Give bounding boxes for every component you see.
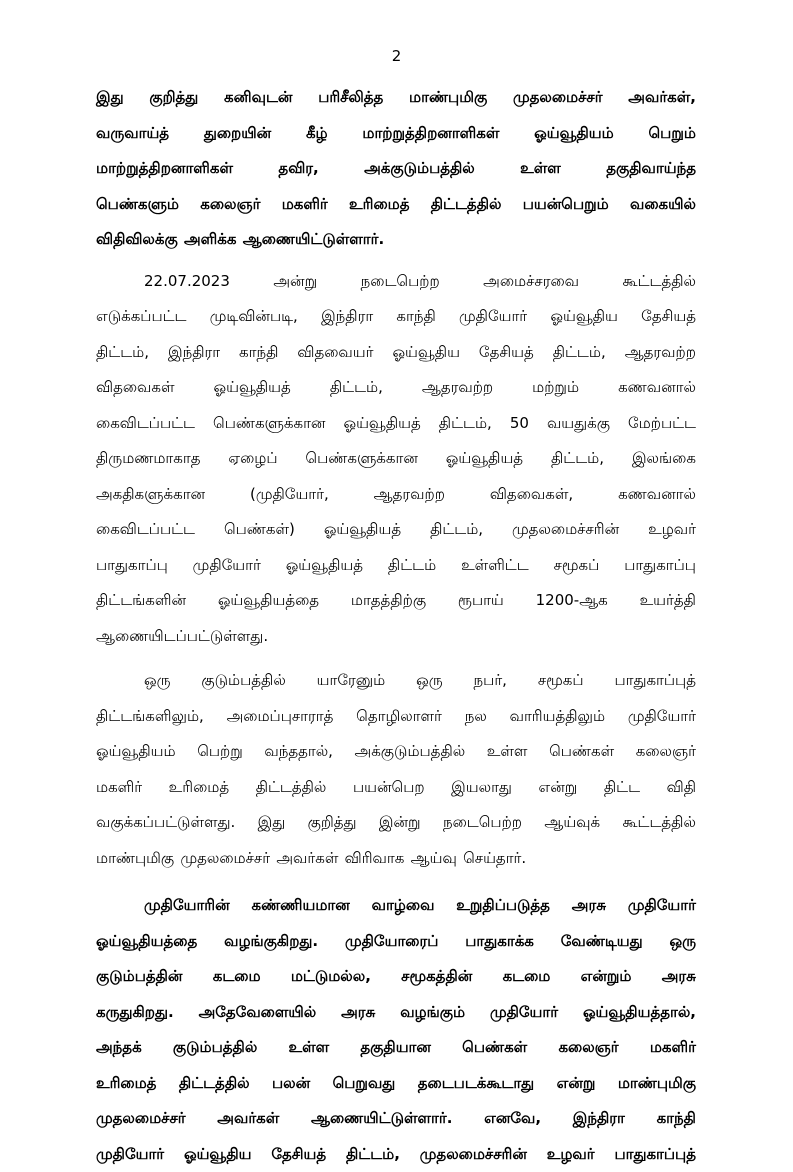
word: முதலமைச்சர் — [513, 80, 603, 116]
word: ஓய்வூதியத்தால், — [583, 995, 696, 1031]
word: மாற்றுத்திறனாளிகள் — [362, 116, 499, 152]
word: முதலமைச்சரின் — [420, 1137, 527, 1172]
word: அவர்கள் — [276, 841, 338, 877]
word: கைவிடப்பட்ட — [96, 406, 195, 442]
text-line — [96, 1137, 696, 1172]
word: அக்குடும்பத்தில் — [355, 734, 466, 770]
word: முதலமைச்சர் — [180, 841, 270, 877]
word: குடும்பத்தின் — [96, 959, 182, 995]
word: பாதுகாப்புத் — [614, 663, 696, 699]
word: எனவே, — [484, 1101, 541, 1137]
word: ஓய்வூதிய — [392, 335, 460, 371]
text-line — [96, 548, 696, 584]
text-line — [96, 1030, 696, 1066]
word: அரசு — [572, 888, 606, 924]
word: குடும்பத்தில் — [201, 663, 285, 699]
word: திட்டத்தில் — [431, 187, 502, 223]
word: குறித்து — [308, 805, 357, 841]
word: பெண்களுக்கான — [213, 406, 325, 442]
word: உயர்த்தி — [640, 583, 696, 619]
word: முதலமைச்சரின் — [512, 512, 619, 548]
word: பாதுகாப்பு — [624, 548, 696, 584]
word: அளிக்க — [184, 222, 236, 258]
word: ஆதரவற்ற — [374, 477, 445, 513]
text-line — [96, 222, 696, 258]
word: ஆணையிட்டுள்ளார். — [243, 222, 384, 258]
word: சமூகப் — [538, 663, 584, 699]
word: வகையில் — [630, 187, 696, 223]
word: பெறுவது — [333, 1066, 396, 1102]
word: பெறும் — [649, 116, 696, 152]
word: காந்தி — [239, 335, 278, 371]
word: ஓய்வூதிய — [550, 299, 618, 335]
word: திட்டம், — [346, 1137, 400, 1172]
paragraph-exemption-order — [96, 80, 696, 258]
word: என்று — [539, 770, 578, 806]
word: என்றும் — [581, 959, 632, 995]
word: வகுக்கப்பட்டுள்ளது. — [96, 805, 235, 841]
word: ரூபாய் — [458, 583, 504, 619]
word: வாரியத்திலும் — [510, 699, 605, 735]
word: பெண்கள் — [462, 1030, 527, 1066]
word: தேசியத் — [641, 299, 696, 335]
word: நபர், — [474, 663, 507, 699]
word: கனிவுடன் — [224, 80, 292, 116]
word: 50 — [510, 406, 529, 442]
word: ஆய்வுக் — [544, 805, 600, 841]
word: இந்திரா — [321, 299, 373, 335]
word: ஆணையிடப்பட்டுள்ளது. — [96, 619, 268, 655]
word: கைவிடப்பட்ட — [96, 512, 195, 548]
word: பரிசீலித்த — [318, 80, 383, 116]
word: (முதியோர், — [250, 477, 329, 513]
word: திட்டம், — [553, 335, 606, 371]
word: மகளிர் — [650, 1030, 696, 1066]
text-line — [96, 187, 696, 223]
word: கண்ணியமான — [251, 888, 349, 924]
word: மாண்புமிகு — [409, 80, 487, 116]
word: திட்டத்தில் — [179, 1066, 250, 1102]
word: திட்டங்களிலும், — [96, 699, 204, 735]
word: பயன்பெறும் — [523, 187, 609, 223]
word: தேசியத் — [271, 1137, 326, 1172]
word: மற்றும் — [532, 370, 579, 406]
text-line — [96, 663, 696, 699]
word: அன்று — [273, 264, 317, 300]
word: காந்தி — [396, 299, 435, 335]
word: கலைஞர் — [558, 1030, 618, 1066]
word: இலங்கை — [632, 441, 696, 477]
word: உள்ள — [520, 151, 561, 187]
word: உரிமைத் — [169, 770, 229, 806]
word: வருவாய்த் — [96, 116, 169, 152]
word: 22.07.2023 — [144, 264, 230, 300]
word: பயன்பெற — [353, 770, 425, 806]
word: பெண்களும் — [96, 187, 179, 223]
word: கூட்டத்தில் — [623, 264, 696, 300]
page-number: 2 — [0, 46, 793, 66]
word: முதியோர் — [628, 888, 696, 924]
word: தகுதிவாய்ந்த — [606, 151, 696, 187]
word: தேசியத் — [479, 335, 534, 371]
word: கலைஞர் — [636, 734, 696, 770]
word: ஆய்வு — [411, 841, 457, 877]
word: குடும்பத்தில் — [173, 1030, 257, 1066]
text-line — [96, 770, 696, 806]
word: முதியோர் — [459, 299, 527, 335]
word: ஓய்வூதியம் — [96, 734, 176, 770]
text-line — [96, 583, 696, 619]
word: எடுக்கப்பட்ட — [96, 299, 186, 335]
word: முதியோர் — [490, 995, 558, 1031]
word: கணவனால் — [618, 370, 696, 406]
text-line — [96, 406, 696, 442]
word: யாரேனும் — [317, 663, 386, 699]
word: வாழ்வை — [372, 888, 435, 924]
text-line — [96, 1101, 696, 1137]
word: அந்தக் — [96, 1030, 142, 1066]
word: அவர்கள், — [628, 80, 696, 116]
word: 1200-ஆக — [536, 583, 608, 619]
word: நடைபெற்ற — [443, 805, 522, 841]
word: வந்ததால், — [264, 734, 333, 770]
word: பெண்கள் — [549, 734, 614, 770]
word: ஓய்வூதிய — [184, 1137, 252, 1172]
text-line — [96, 888, 696, 924]
word: இயலாது — [451, 770, 512, 806]
word: பெண்கள்) — [224, 512, 295, 548]
word: முதியோரின் — [144, 888, 230, 924]
text-line — [96, 512, 696, 548]
word: திட்டம், — [439, 406, 492, 442]
word: உள்ள — [288, 1030, 329, 1066]
word: வழங்குகிறது. — [224, 924, 318, 960]
word: திட்டத்தில் — [256, 770, 327, 806]
word: இன்று — [379, 805, 421, 841]
word: பெற்று — [197, 734, 243, 770]
word: அக்குடும்பத்தில் — [364, 151, 475, 187]
word: சமூகத்தின் — [401, 959, 472, 995]
word: முதியோரைப் — [345, 924, 438, 960]
word: இந்திரா — [168, 335, 220, 371]
word: தகுதியான — [360, 1030, 431, 1066]
word: உள்ள — [487, 734, 528, 770]
word: ஒரு — [670, 924, 696, 960]
word: சமூகப் — [554, 548, 600, 584]
word: பாதுகாப்புத் — [614, 1137, 696, 1172]
word: ஏழைப் — [228, 441, 277, 477]
word: ஓய்வூதியத்தை — [218, 583, 319, 619]
text-line — [96, 80, 696, 116]
word: ஓய்வூதியத் — [286, 548, 363, 584]
word: காந்தி — [657, 1101, 696, 1137]
word: ஆணையிட்டுள்ளார். — [311, 1101, 452, 1137]
word: திட்டம், — [330, 370, 383, 406]
word: திட்ட — [604, 770, 640, 806]
word: ஓய்வூதியத் — [324, 512, 401, 548]
word: உரிமைத் — [349, 187, 409, 223]
text-line — [96, 335, 696, 371]
word: மட்டுமல்ல, — [291, 959, 371, 995]
word: இது — [96, 80, 124, 116]
word: பலன் — [272, 1066, 310, 1102]
word: மாண்புமிகு — [96, 841, 174, 877]
word: விதவைகள், — [490, 477, 573, 513]
word: முதியோர் — [628, 699, 696, 735]
text-line — [96, 805, 696, 841]
word: கீழ் — [306, 116, 328, 152]
word: தவிர, — [278, 151, 318, 187]
word: கருதுகிறது. — [96, 995, 174, 1031]
word: கடமை — [213, 959, 261, 995]
word: உறுதிப்படுத்த — [456, 888, 550, 924]
word: முதியோர் — [96, 1137, 164, 1172]
word: நல — [465, 699, 487, 735]
text-line — [96, 699, 696, 735]
word: வேண்டியது — [561, 924, 643, 960]
word: செய்தார். — [463, 841, 526, 877]
word: ஒரு — [416, 663, 442, 699]
word: ஓய்வூதியம் — [534, 116, 614, 152]
text-line — [96, 619, 696, 655]
word: வழங்கும் — [400, 995, 465, 1031]
word: இது — [258, 805, 286, 841]
paragraph-cabinet-decision — [96, 264, 696, 655]
word: துறையின் — [204, 116, 271, 152]
text-line — [96, 841, 696, 877]
word: முதியோர் — [193, 548, 261, 584]
word: பாதுகாக்க — [465, 924, 534, 960]
word: விரிவாக — [345, 841, 405, 877]
word: முதலமைச்சர் — [96, 1101, 186, 1137]
word: அரசு — [662, 959, 696, 995]
word: அமைப்புசாராத் — [227, 699, 334, 735]
word: தடைபடக்கூடாது — [418, 1066, 534, 1102]
word: விதி — [667, 770, 696, 806]
word: அமைச்சரவை — [483, 264, 579, 300]
word: நடைபெற்ற — [361, 264, 440, 300]
word: மகளிர் — [96, 770, 142, 806]
word: ஓய்வூதியத் — [343, 406, 420, 442]
word: என்று — [557, 1066, 596, 1102]
text-line — [96, 1066, 696, 1102]
word: விதவையர் — [297, 335, 373, 371]
word: அவர்கள் — [217, 1101, 279, 1137]
word: குறித்து — [149, 80, 198, 116]
word: அதேவேளையில் — [199, 995, 317, 1031]
paragraph-eligibility-rule — [96, 663, 696, 876]
word: அரசு — [341, 995, 375, 1031]
word: இந்திரா — [573, 1101, 625, 1137]
word: உழவர் — [648, 512, 696, 548]
word: அகதிகளுக்கான — [96, 477, 205, 513]
word: உரிமைத் — [96, 1066, 156, 1102]
word: திட்டம் — [388, 548, 436, 584]
text-line — [96, 924, 696, 960]
word: திட்டங்களின் — [96, 583, 186, 619]
word: மேற்பட்ட — [628, 406, 696, 442]
text-line — [96, 264, 696, 300]
word: ஓய்வூதியத் — [214, 370, 291, 406]
word: உள்ளிட்ட — [461, 548, 529, 584]
word: கணவனால் — [618, 477, 696, 513]
word: கூட்டத்தில் — [622, 805, 695, 841]
word: உழவர் — [547, 1137, 595, 1172]
word: விதிவிலக்கு — [96, 222, 178, 258]
word: ஓய்வூதியத் — [446, 441, 523, 477]
word: ஓய்வூதியத்தை — [96, 924, 197, 960]
word: முடிவின்படி, — [210, 299, 298, 335]
text-line — [96, 151, 696, 187]
document-body — [96, 80, 696, 1172]
word: மாண்புமிகு — [618, 1066, 696, 1102]
text-line — [96, 116, 696, 152]
word: மாதத்திற்கு — [351, 583, 426, 619]
word: கடமை — [503, 959, 551, 995]
word: திட்டம், — [430, 512, 483, 548]
word: ஒரு — [144, 663, 170, 699]
text-line — [96, 441, 696, 477]
word: மாற்றுத்திறனாளிகள் — [96, 151, 233, 187]
text-line — [96, 734, 696, 770]
word: வயதுக்கு — [547, 406, 610, 442]
word: ஆதரவற்ற — [625, 335, 696, 371]
word: திட்டம், — [551, 441, 604, 477]
word: விதவைகள் — [96, 370, 175, 406]
word: கலைஞர் — [200, 187, 260, 223]
text-line — [96, 477, 696, 513]
word: மகளிர் — [282, 187, 328, 223]
text-line — [96, 959, 696, 995]
word: பாதுகாப்பு — [96, 548, 168, 584]
word: பெண்களுக்கான — [305, 441, 417, 477]
word: திருமணமாகாத — [96, 441, 200, 477]
word: தொழிலாளர் — [356, 699, 442, 735]
text-line — [96, 299, 696, 335]
word: திட்டம், — [96, 335, 149, 371]
word: ஆதரவற்ற — [422, 370, 493, 406]
paragraph-elderly-dignity — [96, 888, 696, 1172]
text-line — [96, 370, 696, 406]
text-line — [96, 995, 696, 1031]
